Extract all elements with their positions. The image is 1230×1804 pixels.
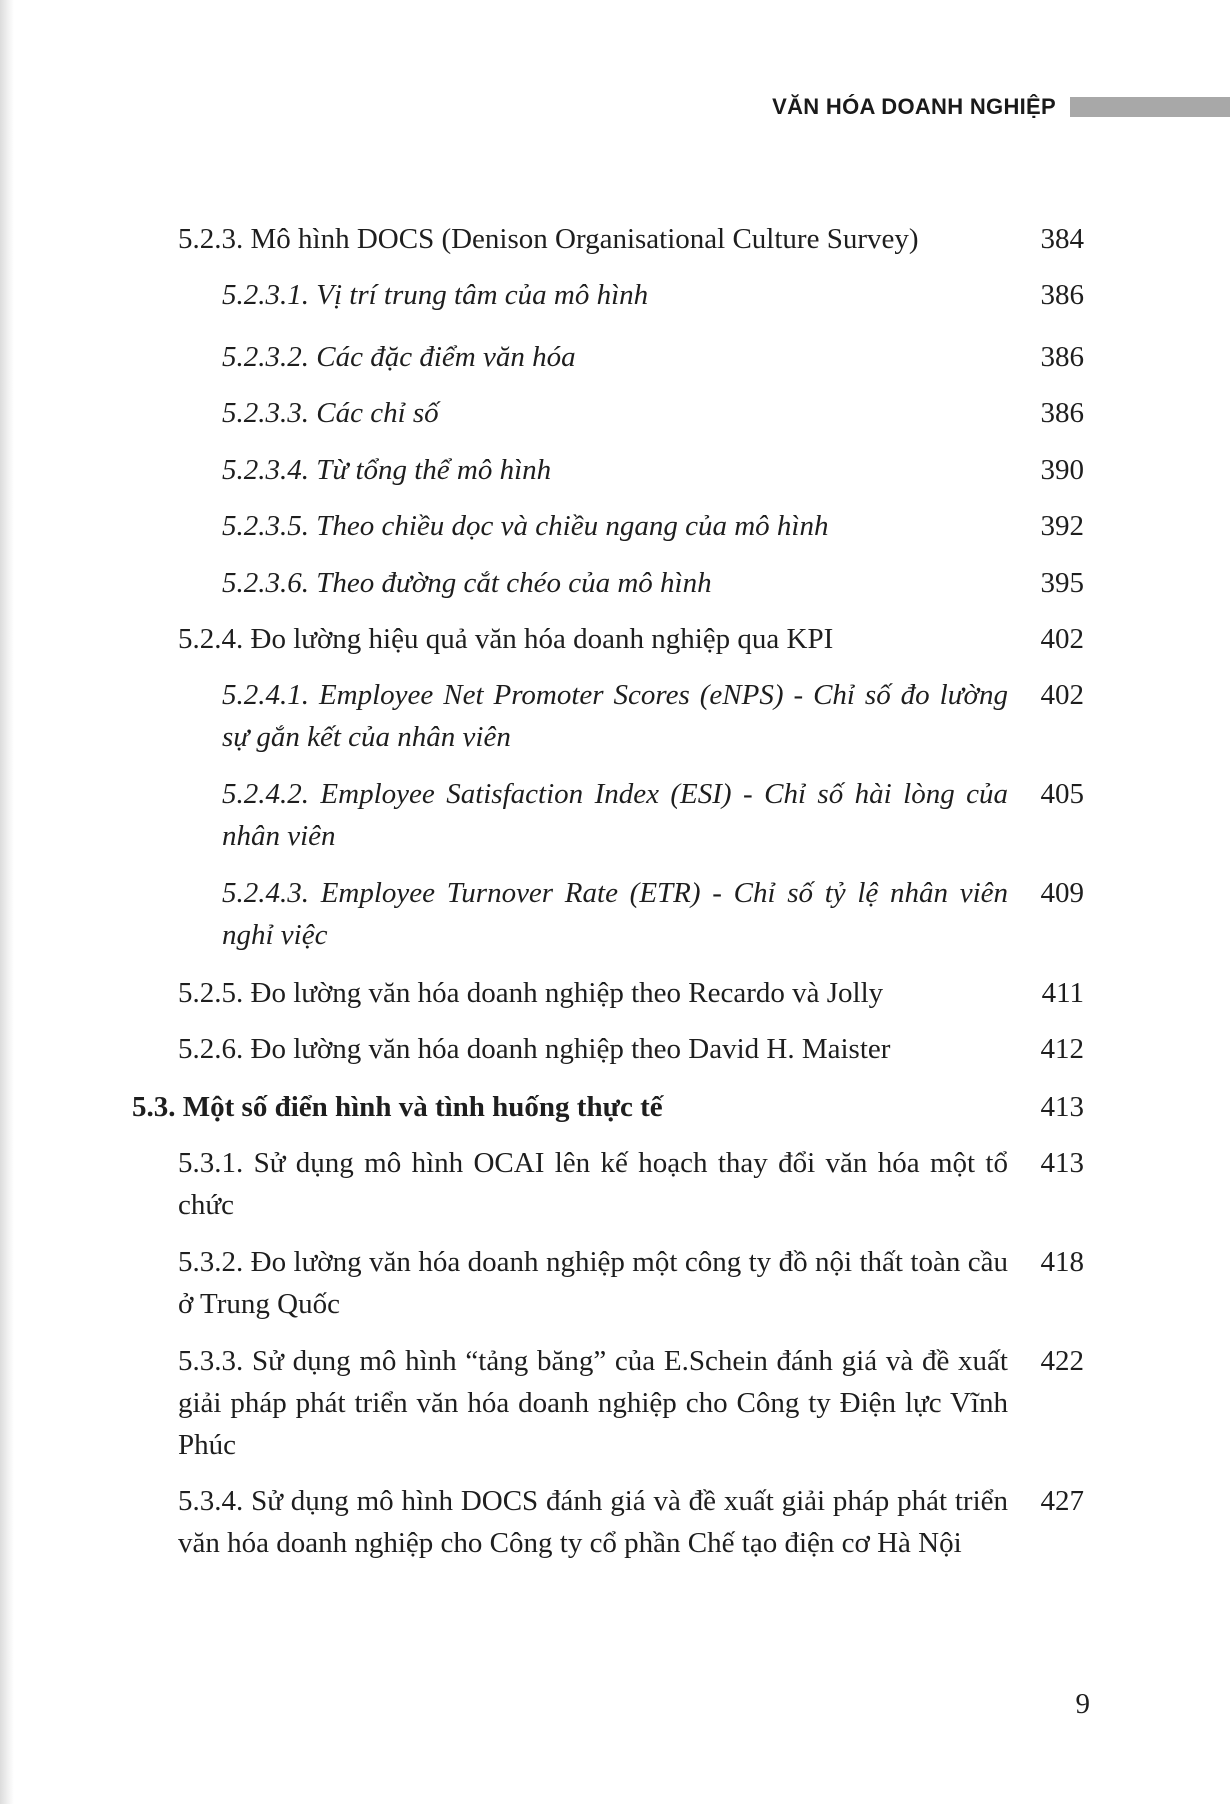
toc-entry-title: 5.2.4.1. Employee Net Promoter Scores (eNPS) - Chỉ số đo lường sự gắn kết của nhân viên — [222, 679, 1008, 753]
toc-entry-title: 5.2.3.1. Vị trí trung tâm của mô hình — [222, 279, 649, 311]
toc-entry-page: 402 — [1040, 679, 1084, 711]
toc-entry — [222, 274, 1084, 316]
toc-entry-page: 386 — [1040, 341, 1084, 373]
toc-entry-title: 5.2.4.3. Employee Turnover Rate (ETR) - Chỉ số tỷ lệ nhân viên nghỉ việc — [222, 877, 1008, 951]
toc-entry-page: 402 — [1040, 623, 1084, 655]
toc-entry-page: 422 — [1040, 1345, 1084, 1377]
toc-entry-page: 411 — [1041, 977, 1084, 1009]
toc-entry-title: 5.2.6. Đo lường văn hóa doanh nghiệp theo David H. Maister — [178, 1033, 891, 1065]
toc-entry — [222, 674, 1084, 758]
toc-entry — [178, 1241, 1084, 1325]
toc-entry-title: 5.2.3. Mô hình DOCS (Denison Organisational Culture Survey) — [178, 223, 919, 255]
toc-entry — [222, 392, 1084, 434]
toc-entry-page: 405 — [1040, 778, 1084, 810]
toc-entry-title: 5.3. Một số điển hình và tình huống thực tế — [132, 1091, 663, 1123]
toc-entry — [178, 1142, 1084, 1226]
toc-entry-title: 5.2.3.2. Các đặc điểm văn hóa — [222, 341, 576, 373]
toc-entry-title: 5.3.1. Sử dụng mô hình OCAI lên kế hoạch thay đổi văn hóa một tổ chức — [178, 1147, 1008, 1221]
toc-entry-title: 5.2.4. Đo lường hiệu quả văn hóa doanh nghiệp qua KPI — [178, 623, 834, 655]
toc-section-heading — [132, 1086, 1084, 1128]
toc-entry-page: 392 — [1040, 510, 1084, 542]
toc-entry-page: 386 — [1040, 397, 1084, 429]
toc-entry-page: 412 — [1040, 1033, 1084, 1065]
toc-entry — [222, 773, 1084, 857]
toc-entry — [178, 1480, 1084, 1564]
toc-entry-page: 395 — [1040, 567, 1084, 599]
toc-entry-title: 5.2.3.5. Theo chiều dọc và chiều ngang của mô hình — [222, 510, 829, 542]
toc-entry-title: 5.3.2. Đo lường văn hóa doanh nghiệp một công ty đồ nội thất toàn cầu ở Trung Quốc — [178, 1246, 1008, 1320]
running-header — [772, 92, 1230, 122]
toc-entry — [178, 218, 1084, 260]
toc-entry-title: 5.2.3.6. Theo đường cắt chéo của mô hình — [222, 567, 712, 599]
toc-entry-title: 5.2.5. Đo lường văn hóa doanh nghiệp theo Recardo và Jolly — [178, 977, 884, 1009]
toc-entry-page: 413 — [1040, 1147, 1084, 1179]
toc-entry-page: 386 — [1040, 279, 1084, 311]
toc-entry — [178, 972, 1084, 1014]
running-header-title: VĂN HÓA DOANH NGHIỆP — [772, 94, 1056, 119]
toc-entry-title: 5.3.4. Sử dụng mô hình DOCS đánh giá và đề xuất giải pháp phát triển văn hóa doanh nghiệp cho Công ty cổ phần Chế tạo điện cơ Hà Nội — [178, 1485, 1008, 1559]
toc-entry-title: 5.2.3.3. Các chỉ số — [222, 397, 439, 429]
toc-entry-page: 427 — [1040, 1485, 1084, 1517]
toc-entry-page: 384 — [1040, 223, 1084, 255]
toc-entry-title: 5.2.4.2. Employee Satisfaction Index (ESI) - Chỉ số hài lòng của nhân viên — [222, 778, 1008, 852]
toc-entry — [178, 1028, 1084, 1070]
toc-entry-title: 5.2.3.4. Từ tổng thể mô hình — [222, 454, 552, 486]
toc-entry — [222, 562, 1084, 604]
toc-entry-title: 5.3.3. Sử dụng mô hình “tảng băng” của E.Schein đánh giá và đề xuất giải pháp phát triển văn hóa doanh nghiệp cho Công ty Điện lực Vĩnh Phúc — [178, 1345, 1008, 1461]
toc-entry — [178, 618, 1084, 660]
toc-entry-page: 390 — [1040, 454, 1084, 486]
toc-entry — [222, 505, 1084, 547]
toc-entry — [178, 1340, 1084, 1466]
toc-entry — [222, 449, 1084, 491]
running-header-bar — [1070, 97, 1230, 117]
toc-entry — [222, 336, 1084, 378]
toc-entry — [222, 872, 1084, 956]
page-number: 9 — [1075, 1688, 1090, 1720]
toc-entry-page: 409 — [1040, 877, 1084, 909]
page-edge-shadow — [0, 0, 14, 1804]
toc-entry-page: 413 — [1040, 1091, 1084, 1123]
toc-entry-page: 418 — [1040, 1246, 1084, 1278]
